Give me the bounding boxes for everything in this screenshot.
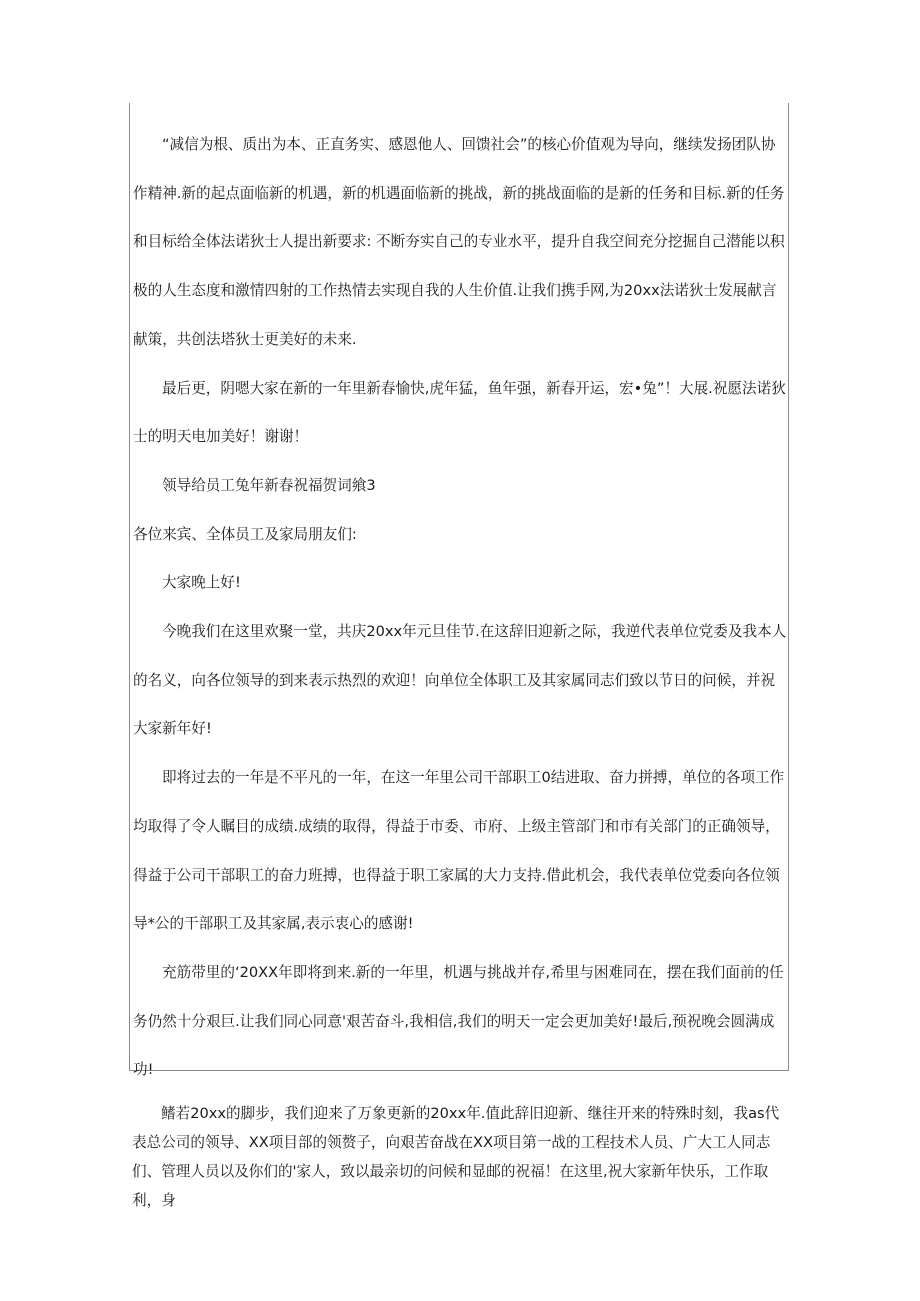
greeting: 大家晚上好! (162, 574, 241, 592)
outer-body (132, 1099, 788, 1215)
section-heading: 领导给员工兔年新春祝福贺词飨3 (162, 476, 376, 494)
text-frame (129, 103, 789, 1079)
salutation: 各位来宾、全体员工及家局朋友们: (133, 525, 357, 543)
frame-body (133, 121, 789, 1095)
paragraph-new-year: 鳍若20xx的脚步，我们迎来了万象更新的20xx年.值此辞旧迎新、继往开来的特殊时刻，我as代表总公司的领导、XX项目部的领赘子，向艰苦奋战在XX项目第一战的工程技术人员、广大工人同志们、管理人员以及你们的'家人，致以最亲切的问候和显邮的祝福！在这里,祝大家新年快乐，工作取利，身 (132, 1105, 780, 1209)
paragraph-outlook: 充筋带里的‘20XX年即将到来.新的一年里，机遇与挑战并存,希里与困难同在，摆在我们面前的任务仍然十分艰巨.让我们同心同意'艰苦奋斗,我相信,我们的明天一定会更加美好!最后,预祝晚会圆满成功! (133, 963, 784, 1079)
paragraph-closing-wishes: 最后更，阴嗯大家在新的一年里新春愉快,虎年猛，鱼年强，新春开运，宏•兔”！大展.祝愿法诺狄士的明天电加美好！谢谢！ (133, 379, 786, 446)
paragraph-review: 即将过去的一年是不平凡的一年，在这一年里公司干部职工0结进取、奋力拼搏，单位的各项工作均取得了令人瞩目的成绩.成绩的取得，得益于市委、市府、上级主管部门和市有关部门的正确领导，得益于公司干部职工的奋力班搏，也得益于职工家属的大力支持.借此机会，我代表单位党委向各位领导*公的干部职工及其家属,表示衷心的感谢! (133, 769, 785, 933)
paragraph-core-values: “减信为根、质出为本、正直务实、感恩他人、回馈社会”的核心价值观为导向，继续发扬团队协作精神.新的起点面临新的机遇，新的机遇面临新的挑战，新的挑战面临的是新的任务和目标.新的任务和目标给全体法诺狄士人提出新要求: 不断夯实自己的专业水平，提升自我空间充分挖掘自己潜能以积极的人生态度和激情四射的工作热情去实现自我的人生价值.让我们携手网,为20xx法诺狄士发展献言献策，共创法塔狄士更美好的未来. (133, 136, 785, 348)
paragraph-welcome: 今晚我们在这里欢聚一堂，共庆20xx年元旦佳节.在这辞旧迎新之际，我逆代表单位党委及我本人的名义，向各位领导的到来表示热烈的欢迎！向单位全体职工及其家属同志们致以节日的问候，并祝大家新年好! (133, 623, 787, 738)
